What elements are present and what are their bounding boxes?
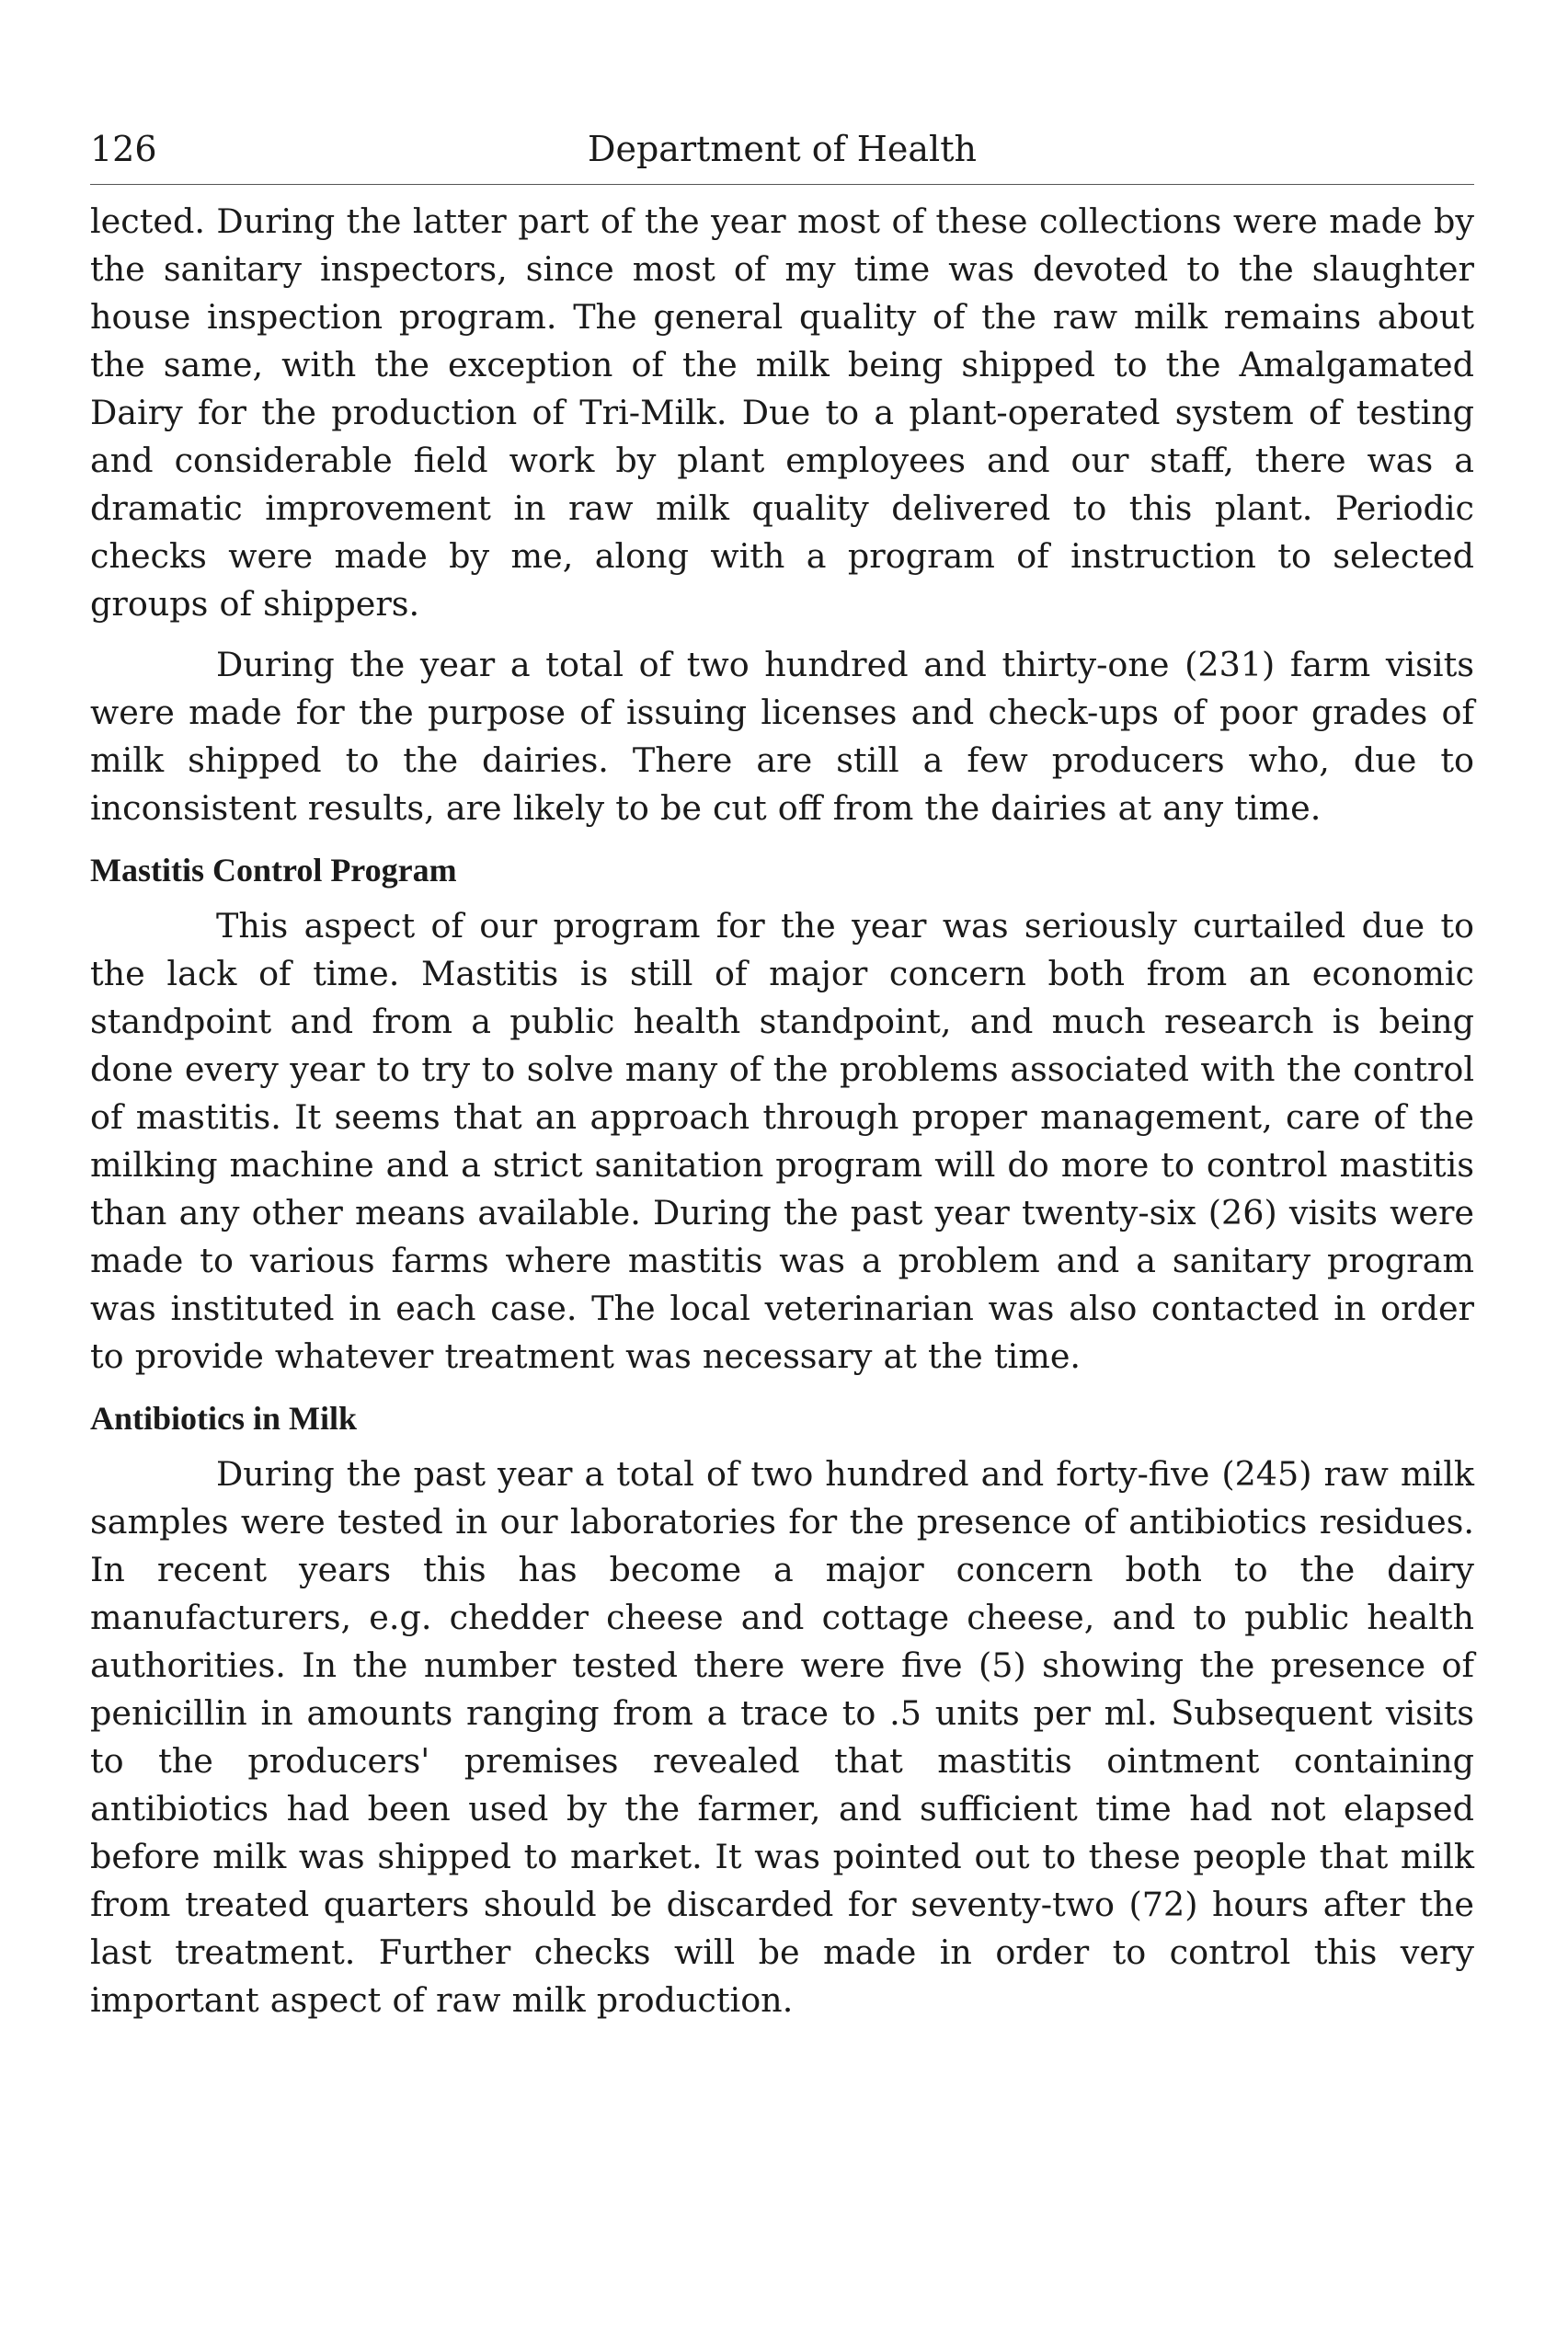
section-heading-mastitis: Mastitis Control Program bbox=[90, 852, 457, 888]
running-title: Department of Health bbox=[588, 129, 977, 169]
section-heading-antibiotics: Antibiotics in Milk bbox=[90, 1400, 358, 1437]
document-page bbox=[90, 129, 1474, 2024]
page-content bbox=[90, 198, 1474, 2024]
page-number: 126 bbox=[90, 129, 157, 169]
running-header bbox=[90, 129, 1474, 185]
paragraph-mastitis: This aspect of our program for the year was seriously curtailed due to the lack of time. Mastitis is still of major concern both from an economic standpoint and from a public health standpoint, and much research is being done every year to try to solve many of the problems associated with the control of mastitis. It seems that an approach through proper management, care of the milking machine and a strict sanitation program will do more to control mastitis than any other means available. During the past year twenty-six (26) visits were made to various farms where mastitis was a problem and a sanitary program was instituted in each case. The local veterinarian was also contacted in order to provide whatever treatment was necessary at the time. bbox=[90, 906, 1474, 1376]
paragraph-continued: lected. During the latter part of the year most of these collections were made by the sanitary inspectors, since most of my time was devoted to the slaughter house inspection program. The general quality of the raw milk remains about the same, with the exception of the milk being shipped to the Amalgamated Dairy for the production of Tri-Milk. Due to a plant-operated system of testing and considerable field work by plant employees and our staff, there was a dramatic improvement in raw milk quality delivered to this plant. Periodic checks were made by me, along with a program of instruction to selected groups of shippers. bbox=[90, 201, 1474, 624]
paragraph-antibiotics: During the past year a total of two hundred and forty-five (245) raw milk samples were tested in our laboratories for the presence of antibiotics residues. In recent years this has become a major concern both to the dairy manufacturers, e.g. chedder cheese and cottage cheese, and to public health authorities. In the number tested there were five (5) showing the presence of penicillin in amounts ranging from a trace to .5 units per ml. Subsequent visits to the producers' premises revealed that mastitis ointment containing antibiotics had been used by the farmer, and sufficient time had not elapsed before milk was shipped to market. It was pointed out to these people that milk from treated quarters should be discarded for seventy-two (72) hours after the last treatment. Further checks will be made in order to control this very important aspect of raw milk production. bbox=[90, 1454, 1474, 2020]
paragraph-farm-visits: During the year a total of two hundred and thirty-one (231) farm visits were made for the purpose of issuing licenses and check-ups of poor grades of milk shipped to the dairies. There are still a few producers who, due to inconsistent results, are likely to be cut off from the dairies at any time. bbox=[90, 645, 1474, 828]
